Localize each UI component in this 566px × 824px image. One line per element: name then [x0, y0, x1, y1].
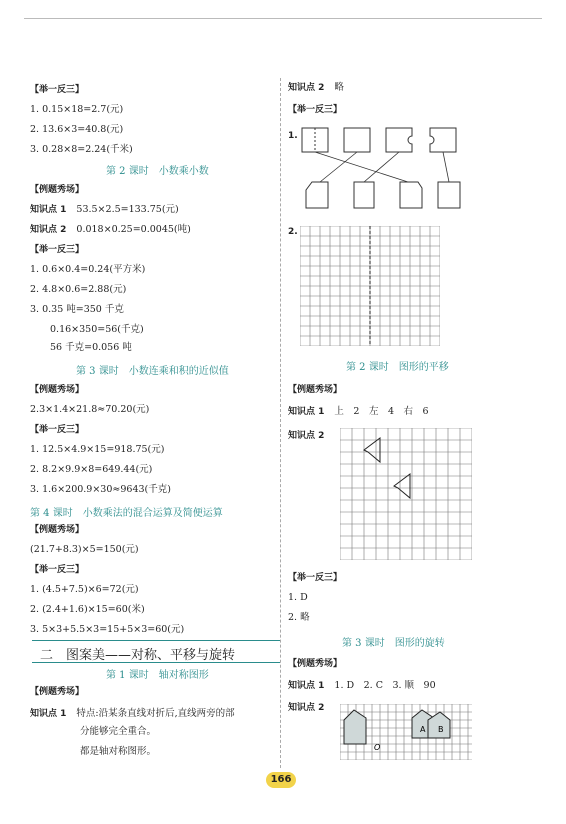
shape-bottom-4	[438, 182, 460, 208]
lesson-title: 第 3 课时 图形的旋转	[342, 638, 445, 649]
section-heading: 【例题秀场】	[288, 385, 343, 395]
answer-text: 特点:沿某条直线对折后,直线两旁的部	[76, 708, 235, 719]
flag-shape-moved	[394, 474, 410, 498]
answer-text: 略	[334, 82, 344, 93]
shape-top-3	[386, 128, 412, 152]
lesson-title: 第 1 课时 轴对称图形	[106, 670, 209, 681]
knowledge-point-label: 知识点 2	[30, 225, 67, 235]
answer-line: 1. 0.15×18=2.7(元)	[30, 104, 124, 115]
matching-diagram	[298, 124, 468, 224]
label-o: O	[374, 743, 381, 752]
lesson-title: 第 3 课时 小数连乘和积的近似值	[76, 366, 229, 377]
lesson-title: 第 4 课时 小数乘法的混合运算及简便运算	[30, 508, 223, 519]
answer-line: 3. 0.35 吨=350 千克	[30, 304, 124, 315]
unit-title: 二 图案美——对称、平移与旋转	[40, 648, 236, 663]
knowledge-point-line	[288, 702, 334, 714]
question-number: 1.	[288, 131, 298, 141]
answer-line: 2. 13.6×3=40.8(元)	[30, 124, 124, 135]
answer-line: 2. 8.2×9.9×8=649.44(元)	[30, 464, 153, 475]
column-divider	[280, 78, 281, 768]
shape-bottom-3	[400, 182, 422, 208]
answer-line: 1. D	[288, 592, 308, 603]
rotation-grid	[340, 704, 472, 760]
rotation-shape-1	[344, 710, 366, 744]
answer-line: 1. (4.5+7.5)×6=72(元)	[30, 584, 139, 595]
knowledge-point-label: 知识点 1	[288, 681, 325, 691]
section-heading: 【例题秀场】	[30, 525, 85, 535]
knowledge-point-label: 知识点 2	[288, 703, 325, 713]
section-heading: 【举一反三】	[30, 85, 85, 95]
answer-line: 分能够完全重合。	[80, 726, 157, 737]
answer-line: 3. 1.6×200.9×30≈9643(千克)	[30, 484, 171, 495]
lesson-title: 第 2 课时 小数乘小数	[106, 166, 209, 177]
shape-bottom-2	[354, 182, 374, 208]
knowledge-point-line	[288, 406, 429, 418]
section-heading: 【例题秀场】	[288, 659, 343, 669]
question-number: 2.	[288, 227, 298, 237]
knowledge-point-line	[288, 430, 334, 442]
top-rule	[24, 18, 542, 19]
section-heading: 【例题秀场】	[30, 687, 85, 697]
knowledge-point-line	[30, 224, 191, 236]
label-a: A	[420, 725, 426, 734]
knowledge-point-label: 知识点 1	[30, 205, 67, 215]
answer-line: (21.7+8.3)×5=150(元)	[30, 544, 139, 555]
knowledge-point-line	[288, 82, 344, 94]
symmetry-grid	[300, 226, 440, 346]
answer-text: 1. D 2. C 3. 顺 90	[334, 680, 436, 691]
answer-text: 53.5×2.5=133.75(元)	[76, 204, 179, 215]
section-heading: 【举一反三】	[30, 425, 85, 435]
knowledge-point-line	[288, 680, 436, 692]
answer-line: 56 千克=0.056 吨	[50, 342, 132, 353]
section-heading: 【举一反三】	[288, 105, 343, 115]
page-number: 166	[266, 772, 296, 788]
knowledge-point-line	[30, 708, 235, 720]
knowledge-point-label: 知识点 2	[288, 83, 325, 93]
shape-top-2	[344, 128, 370, 152]
shape-top-4	[430, 128, 456, 152]
lesson-title: 第 2 课时 图形的平移	[346, 362, 449, 373]
label-b: B	[438, 725, 444, 734]
flag-shape-original	[364, 438, 380, 462]
answer-line: 都是轴对称图形。	[80, 746, 157, 757]
shape-bottom-1	[306, 182, 328, 208]
section-heading: 【举一反三】	[30, 565, 85, 575]
answer-line: 1. 0.6×0.4=0.24(平方米)	[30, 264, 146, 275]
answer-line: 0.16×350=56(千克)	[50, 324, 144, 335]
answer-line: 3. 5×3+5.5×3=15+5×3=60(元)	[30, 624, 185, 635]
knowledge-point-label: 知识点 1	[30, 709, 67, 719]
unit-rule-bottom	[32, 662, 280, 663]
knowledge-point-label: 知识点 2	[288, 431, 325, 441]
section-heading: 【例题秀场】	[30, 385, 85, 395]
knowledge-point-line	[30, 204, 179, 216]
answer-text: 上 2 左 4 右 6	[334, 406, 429, 417]
answer-line: 3. 0.28×8=2.24(千米)	[30, 144, 133, 155]
translation-grid	[340, 428, 472, 560]
answer-line: 2.3×1.4×21.8≈70.20(元)	[30, 404, 150, 415]
unit-rule-top	[32, 640, 280, 641]
answer-line: 1. 12.5×4.9×15=918.75(元)	[30, 444, 165, 455]
answer-line: 2. 略	[288, 612, 310, 623]
answer-text: 0.018×0.25=0.0045(吨)	[76, 224, 191, 235]
knowledge-point-label: 知识点 1	[288, 407, 325, 417]
section-heading: 【举一反三】	[288, 573, 343, 583]
section-heading: 【例题秀场】	[30, 185, 85, 195]
answer-line: 2. (2.4+1.6)×15=60(米)	[30, 604, 145, 615]
answer-line: 2. 4.8×0.6=2.88(元)	[30, 284, 127, 295]
section-heading: 【举一反三】	[30, 245, 85, 255]
